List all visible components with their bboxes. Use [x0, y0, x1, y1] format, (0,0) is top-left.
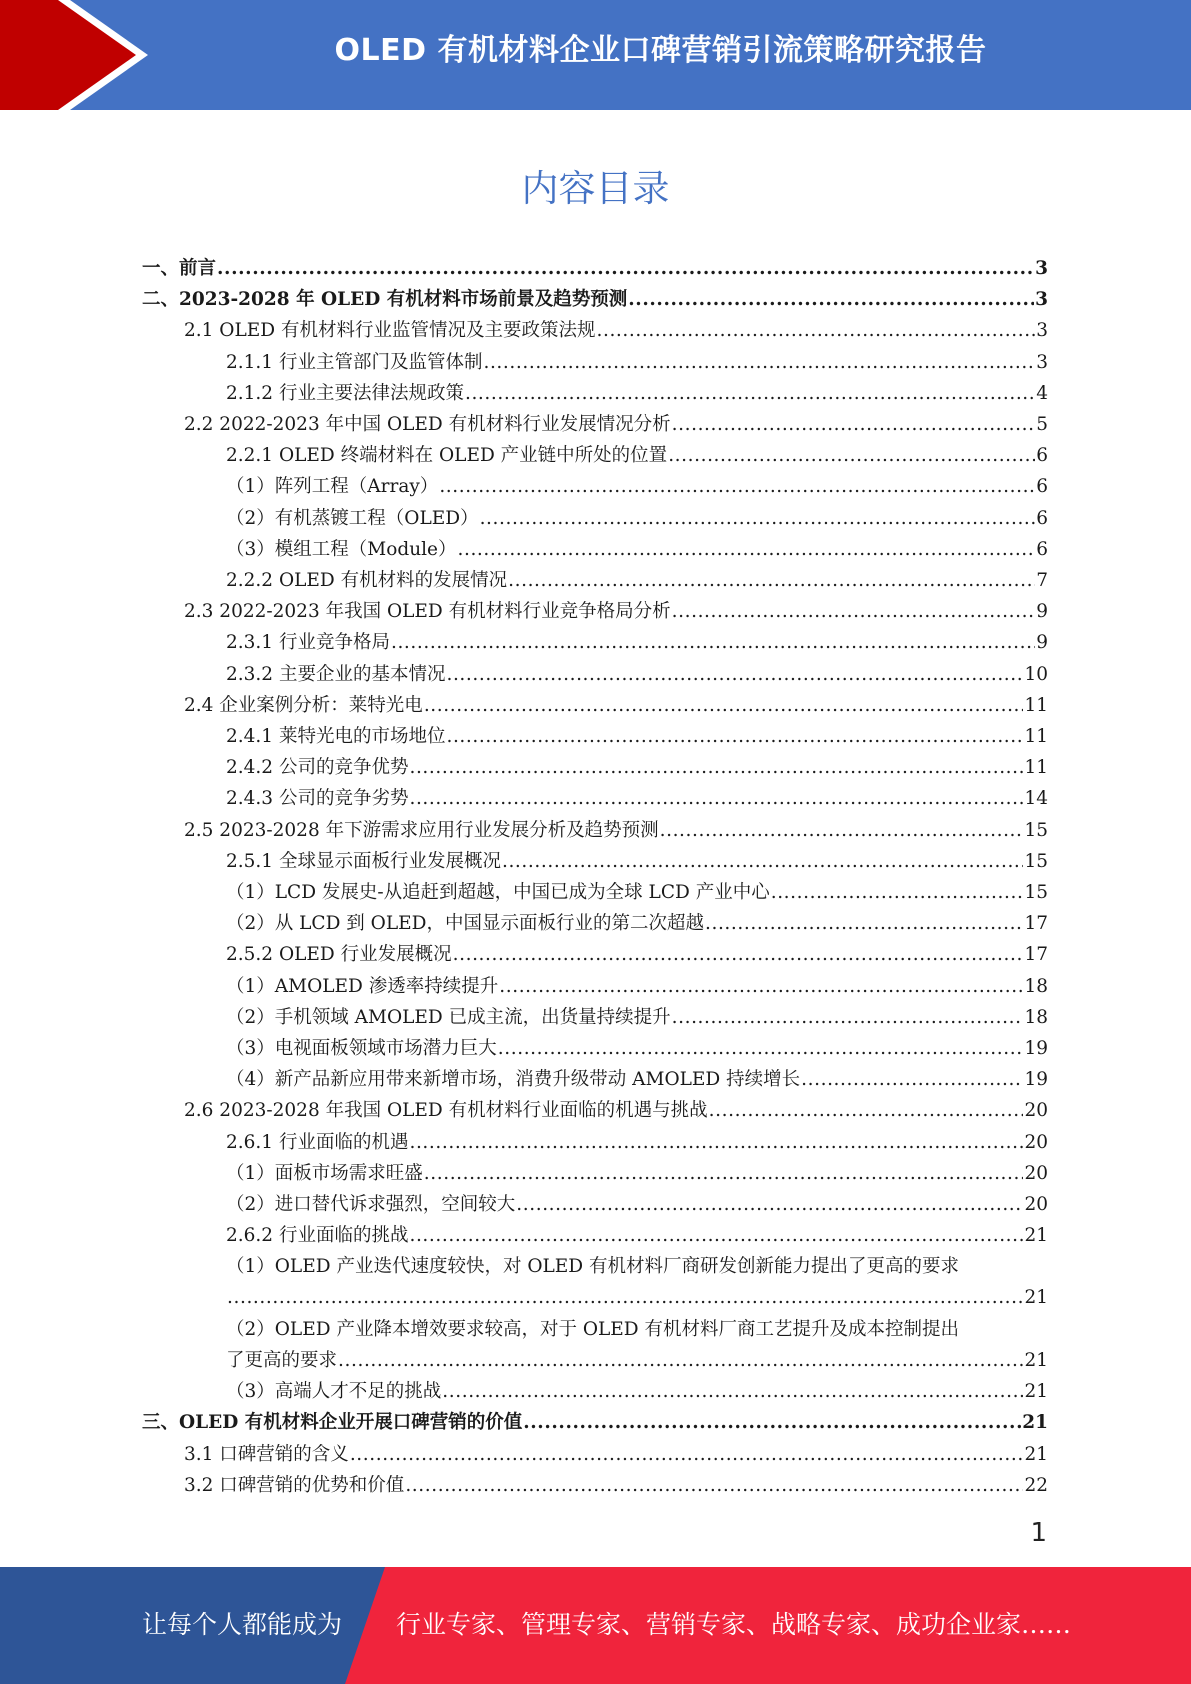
toc-dot-leader [705, 908, 1023, 939]
toc-entry-text: （3）模组工程（Module） [226, 539, 457, 560]
toc-entry[interactable] [226, 1158, 1048, 1189]
toc-page-number: 17 [1024, 913, 1048, 934]
toc-entry-text: 2.6.1 行业面临的机遇 [226, 1132, 409, 1153]
toc-entry[interactable] [226, 1251, 1048, 1313]
document-title: OLED 有机材料企业口碑营销引流策略研究报告 [334, 33, 987, 68]
toc-dot-leader [453, 939, 1024, 970]
toc-entry[interactable] [226, 347, 1048, 378]
toc-dot-leader [596, 315, 1035, 346]
toc-dot-leader [672, 1002, 1024, 1033]
toc-page-number: 3 [1035, 258, 1048, 279]
toc-entry[interactable] [226, 752, 1048, 783]
toc-dot-leader [338, 1345, 1023, 1376]
toc-dot-leader [628, 284, 1034, 315]
toc-entry[interactable] [226, 971, 1048, 1002]
toc-dot-leader [391, 627, 1035, 658]
toc-page-number: 3 [1036, 320, 1048, 341]
toc-entry[interactable] [226, 627, 1048, 658]
toc-entry[interactable] [226, 534, 1048, 565]
toc-entry[interactable] [226, 1220, 1048, 1251]
toc-entry-text-continued: 了更高的要求 [226, 1350, 338, 1371]
toc-dot-leader [516, 1189, 1023, 1220]
toc-entry[interactable] [184, 596, 1048, 627]
toc-entry[interactable] [184, 315, 1048, 346]
toc-dot-leader [442, 1376, 1023, 1407]
toc-entry[interactable] [226, 939, 1048, 970]
page-header [0, 0, 1191, 110]
toc-page-number: 5 [1036, 414, 1048, 435]
toc-page-number: 15 [1024, 851, 1048, 872]
toc-entry[interactable] [184, 815, 1048, 846]
toc-page-number: 19 [1024, 1038, 1048, 1059]
toc-entry-text: 2.3.1 行业竞争格局 [226, 632, 390, 653]
toc-page-number: 4 [1036, 383, 1048, 404]
toc-entry-text: 三、OLED 有机材料企业开展口碑营销的价值 [142, 1412, 523, 1433]
toc-entry-text: （1）LCD 发展史-从追赶到超越，中国已成为全球 LCD 产业中心 [226, 882, 770, 903]
toc-dot-leader [483, 347, 1035, 378]
toc-dot-leader [227, 1282, 1023, 1313]
toc-page-number: 11 [1024, 695, 1048, 716]
toc-entry[interactable] [226, 1064, 1048, 1095]
toc-dot-leader [480, 503, 1036, 534]
toc-entry[interactable] [226, 721, 1048, 752]
toc-entry[interactable] [226, 908, 1048, 939]
toc-entry-text: 2.6 2023-2028 年我国 OLED 有机材料行业面临的机遇与挑战 [184, 1100, 708, 1121]
toc-entry-text: （3）电视面板领域市场潜力巨大 [226, 1038, 497, 1059]
toc-dot-leader [424, 690, 1024, 721]
toc-entry[interactable] [184, 1470, 1048, 1501]
toc-dot-leader [498, 1033, 1024, 1064]
toc-page-number: 9 [1036, 632, 1048, 653]
toc-entry[interactable] [226, 1033, 1048, 1064]
toc-dot-leader [439, 471, 1035, 502]
toc-entry-text: （2）OLED 产业降本增效要求较高，对于 OLED 有机材料厂商工艺提升及成本控制提出 [226, 1319, 959, 1340]
toc-entry[interactable] [226, 877, 1048, 908]
toc-page-number: 10 [1024, 664, 1048, 685]
toc-entry-text: 2.3 2022-2023 年我国 OLED 有机材料行业竞争格局分析 [184, 601, 671, 622]
toc-dot-leader [771, 877, 1024, 908]
toc-dot-leader [502, 846, 1023, 877]
toc-dot-leader [668, 440, 1035, 471]
toc-page-number: 15 [1024, 820, 1048, 841]
toc-page-number: 6 [1036, 539, 1048, 560]
page-number: 1 [1030, 1518, 1047, 1548]
toc-entry-text: 2.4 企业案例分析：莱特光电 [184, 695, 423, 716]
toc-dot-leader [499, 971, 1023, 1002]
toc-entry-text: 2.2.2 OLED 有机材料的发展情况 [226, 570, 508, 591]
toc-dot-leader [409, 752, 1023, 783]
toc-dot-leader [446, 721, 1023, 752]
toc-entry[interactable] [142, 253, 1048, 284]
toc-entry-text: 3.1 口碑营销的含义 [184, 1444, 349, 1465]
toc-entry[interactable] [226, 378, 1048, 409]
toc-page-number: 3 [1036, 352, 1048, 373]
toc-entry[interactable] [184, 690, 1048, 721]
toc-dot-leader [424, 1158, 1024, 1189]
toc-entry-text: 3.2 口碑营销的优势和价值 [184, 1475, 405, 1496]
toc-dot-leader [217, 253, 1034, 284]
toc-page-number: 21 [1024, 1350, 1048, 1371]
toc-dot-leader [672, 596, 1036, 627]
toc-entry[interactable] [226, 783, 1048, 814]
toc-entry[interactable] [142, 1407, 1048, 1438]
toc-entry[interactable] [142, 284, 1048, 315]
toc-entry-text: （2）有机蒸镀工程（OLED） [226, 508, 479, 529]
toc-entry[interactable] [226, 1314, 1048, 1376]
toc-entry[interactable] [226, 1189, 1048, 1220]
toc-dot-leader [409, 783, 1023, 814]
toc-entry-text: 2.5 2023-2028 年下游需求应用行业发展分析及趋势预测 [184, 820, 659, 841]
toc-dot-leader [660, 815, 1024, 846]
toc-entry[interactable] [226, 440, 1048, 471]
toc-entry-text: 2.6.2 行业面临的挑战 [226, 1225, 409, 1246]
toc-page-number: 21 [1024, 1287, 1048, 1308]
toc-entry[interactable] [226, 659, 1048, 690]
toc-entry-text: 2.1.2 行业主要法律法规政策 [226, 383, 464, 404]
toc-entry-text: （2）手机领域 AMOLED 已成主流，出货量持续提升 [226, 1007, 671, 1028]
toc-page-number: 20 [1024, 1194, 1048, 1215]
toc-entry-text: 2.5.2 OLED 行业发展概况 [226, 944, 452, 965]
toc-dot-leader [409, 1127, 1023, 1158]
toc-entry[interactable] [226, 846, 1048, 877]
toc-entry-text: 2.4.3 公司的竞争劣势 [226, 788, 409, 809]
toc-dot-leader [457, 534, 1035, 565]
toc-page-number: 20 [1024, 1132, 1048, 1153]
toc-entry-text: （3）高端人才不足的挑战 [226, 1381, 442, 1402]
toc-dot-leader [508, 565, 1035, 596]
toc-dot-leader [709, 1095, 1024, 1126]
toc-page-number: 21 [1024, 1444, 1048, 1465]
toc-entry-text: 一、前言 [142, 258, 217, 279]
toc-entry-text: 2.1.1 行业主管部门及监管体制 [226, 352, 483, 373]
toc-page-number: 20 [1024, 1163, 1048, 1184]
toc-entry-text: 2.4.2 公司的竞争优势 [226, 757, 409, 778]
toc-dot-leader [523, 1407, 1021, 1438]
toc-entry[interactable] [226, 1127, 1048, 1158]
toc-page-number: 21 [1024, 1381, 1048, 1402]
toc-page-number: 18 [1024, 1007, 1048, 1028]
toc-entry-text: （1）OLED 产业迭代速度较快，对 OLED 有机材料厂商研发创新能力提出了更高的要求 [226, 1256, 959, 1277]
toc-entry[interactable] [226, 565, 1048, 596]
toc-page-number: 6 [1036, 508, 1048, 529]
toc-page-number: 21 [1024, 1225, 1048, 1246]
toc-entry-text: （1）AMOLED 渗透率持续提升 [226, 976, 499, 997]
toc-entry-text: （1）阵列工程（Array） [226, 476, 439, 497]
toc-dot-leader [405, 1470, 1023, 1501]
toc-dot-leader [672, 409, 1036, 440]
toc-page-number: 17 [1024, 944, 1048, 965]
toc-entry[interactable] [226, 1002, 1048, 1033]
toc-entry[interactable] [184, 409, 1048, 440]
toc-entry-text: 2.4.1 莱特光电的市场地位 [226, 726, 446, 747]
toc-entry-text: 二、2023-2028 年 OLED 有机材料市场前景及趋势预测 [142, 289, 628, 310]
toc-entry-text: 2.3.2 主要企业的基本情况 [226, 664, 446, 685]
toc-page-number: 9 [1036, 601, 1048, 622]
toc-page-number: 6 [1036, 476, 1048, 497]
toc-entry[interactable] [226, 471, 1048, 502]
toc-entry-text: （2）进口替代诉求强烈，空间较大 [226, 1194, 516, 1215]
toc-entry[interactable] [226, 1376, 1048, 1407]
page-footer [0, 1567, 1191, 1684]
toc-page-number: 22 [1024, 1475, 1048, 1496]
toc-entry[interactable] [226, 503, 1048, 534]
toc-entry-text: 2.2.1 OLED 终端材料在 OLED 产业链中所处的位置 [226, 445, 668, 466]
toc-dot-leader [409, 1220, 1023, 1251]
footer-slogan-right: 行业专家、管理专家、营销专家、战略专家、成功企业家…… [396, 1610, 1072, 1639]
toc-page-number: 19 [1024, 1069, 1048, 1090]
toc-heading: 内容目录 [521, 167, 670, 210]
toc-page-number: 11 [1024, 726, 1048, 747]
toc-dot-leader [446, 659, 1023, 690]
toc-page-number: 15 [1024, 882, 1048, 903]
toc-entry-text: （1）面板市场需求旺盛 [226, 1163, 423, 1184]
toc-entry-text: 2.5.1 全球显示面板行业发展概况 [226, 851, 501, 872]
toc-page-number: 6 [1036, 445, 1048, 466]
toc-page-number: 7 [1036, 570, 1048, 591]
toc-entry-text: （4）新产品新应用带来新增市场，消费升级带动 AMOLED 持续增长 [226, 1069, 801, 1090]
toc-dot-leader [801, 1064, 1023, 1095]
toc-page-number: 20 [1024, 1100, 1048, 1121]
toc-page-number: 14 [1024, 788, 1048, 809]
toc-entry[interactable] [184, 1095, 1048, 1126]
toc-entry-text: 2.2 2022-2023 年中国 OLED 有机材料行业发展情况分析 [184, 414, 671, 435]
toc-dot-leader [465, 378, 1035, 409]
toc-entry-text: （2）从 LCD 到 OLED，中国显示面板行业的第二次超越 [226, 913, 704, 934]
toc-dot-leader [350, 1439, 1024, 1470]
footer-slogan-left: 让每个人都能成为 [142, 1610, 343, 1639]
toc-page-number: 11 [1024, 757, 1048, 778]
toc-page-number: 21 [1022, 1412, 1048, 1433]
toc-entry-text: 2.1 OLED 有机材料行业监管情况及主要政策法规 [184, 320, 596, 341]
toc-page-number: 3 [1035, 289, 1048, 310]
toc-page-number: 18 [1024, 976, 1048, 997]
toc-entry[interactable] [184, 1439, 1048, 1470]
